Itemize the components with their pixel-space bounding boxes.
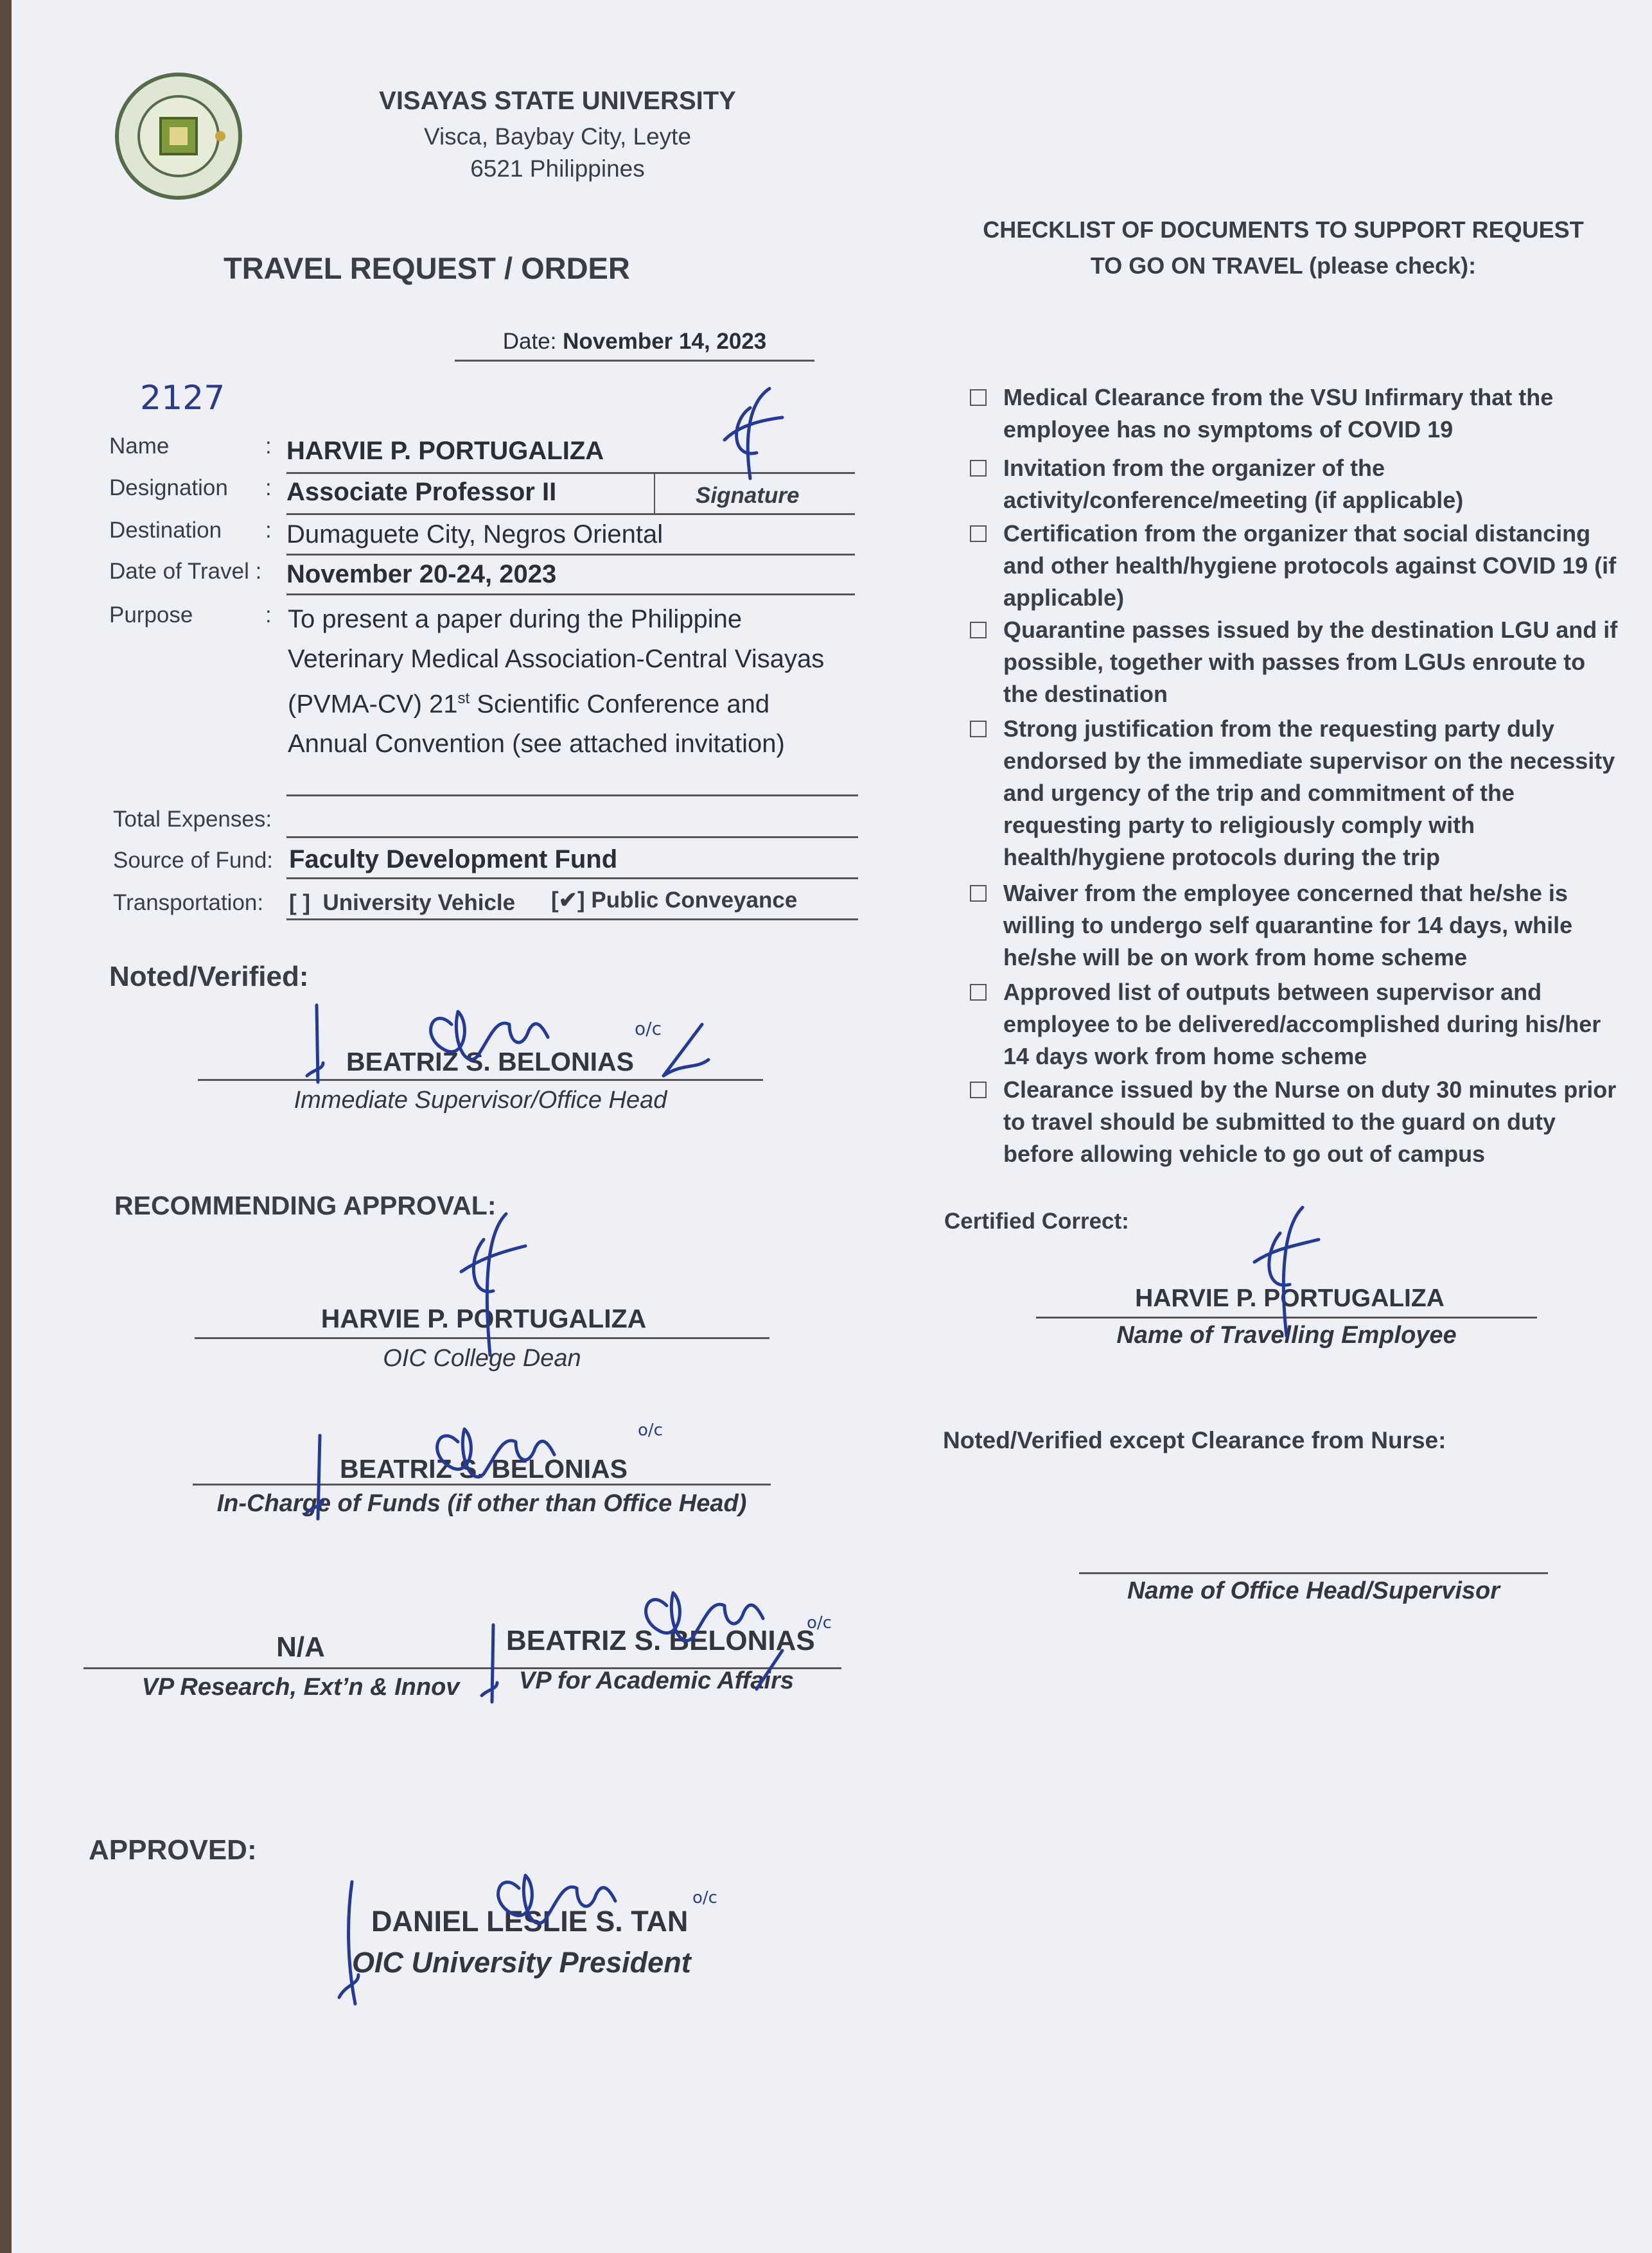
designation-underline — [286, 513, 855, 515]
source-of-fund-underline — [286, 877, 858, 879]
checklist-checkbox[interactable] — [970, 984, 987, 1001]
applicant-signature — [712, 382, 802, 491]
employee-signature — [1245, 1201, 1328, 1342]
president-role: OIC University President — [352, 1946, 691, 1979]
form-title: TRAVEL REQUEST / ORDER — [224, 251, 630, 285]
date-of-travel-underline — [286, 593, 855, 595]
dean-name: HARVIE P. PORTUGALIZA — [321, 1304, 647, 1333]
recommending-approval-heading: RECOMMENDING APPROVAL: — [114, 1191, 496, 1220]
checklist-item — [970, 518, 1625, 614]
destination-colon: : — [265, 518, 272, 543]
checklist-checkbox[interactable] — [970, 721, 987, 737]
checklist-checkbox[interactable] — [970, 885, 987, 902]
checklist-item-text: Waiver from the employee concerned that he/she is willing to undergo self quarantine for 14 days, while he/she will be on work from home scheme — [1003, 880, 1573, 970]
checklist-title — [949, 212, 1617, 284]
noted-verified-heading: Noted/Verified: — [109, 961, 309, 992]
president-name: DANIEL LESLIE S. TAN — [371, 1905, 689, 1938]
president-handwritten-note: o/c — [692, 1888, 717, 1907]
transportation-label: Transportation: — [113, 890, 264, 915]
funds-handwritten-note: o/c — [638, 1421, 663, 1440]
name-colon: : — [265, 434, 272, 459]
office-head-role: Name of Office Head/Supervisor — [1127, 1577, 1500, 1604]
employee-name: HARVIE P. PORTUGALIZA — [1135, 1284, 1445, 1312]
checklist-item — [970, 614, 1625, 710]
destination-underline — [286, 554, 855, 556]
public-conveyance-checkbox: [✔] — [551, 888, 585, 913]
designation-colon: : — [265, 475, 272, 500]
office-head-signature-line — [1079, 1572, 1548, 1574]
funds-officer-role: In-Charge of Funds (if other than Office Head) — [216, 1490, 747, 1517]
supervisor-handwritten-note: o/c — [635, 1018, 662, 1039]
destination-label: Destination — [109, 518, 222, 543]
supervisor-name: BEATRIZ S. BELONIAS — [346, 1047, 634, 1076]
university-address-line1: Visca, Baybay City, Leyte — [423, 123, 692, 150]
form-date — [455, 329, 814, 362]
name-label: Name — [109, 434, 170, 459]
checklist-item-text: Quarantine passes issued by the destination LGU and if possible, together with passes from LGUs enroute to the destination — [1003, 617, 1618, 707]
designation-label: Designation — [109, 475, 228, 500]
purpose-text-part1: To present a paper during the Philippine Veterinary Medical Association-Central Visayas (PVMA-CV) 21 — [288, 605, 825, 719]
transportation-underline — [286, 918, 858, 920]
checklist-item — [970, 713, 1625, 873]
vpaa-name: BEATRIZ S. BELONIAS — [506, 1625, 815, 1656]
employee-role: Name of Travelling Employee — [1116, 1322, 1457, 1349]
checklist-item — [970, 877, 1625, 974]
signature-divider — [654, 474, 655, 514]
checklist-title-line1: CHECKLIST OF DOCUMENTS TO SUPPORT REQUEST — [983, 216, 1584, 243]
checklist-checkbox[interactable] — [970, 1082, 987, 1098]
checklist-title-line2: TO GO ON TRAVEL (please check): — [1090, 252, 1477, 279]
transport-public-conveyance-option — [551, 888, 797, 913]
checklist-item — [970, 1074, 1625, 1170]
checklist-item — [970, 381, 1625, 446]
university-vehicle-label: University Vehicle — [322, 890, 516, 915]
purpose-value — [288, 599, 853, 764]
travel-request-page — [12, 0, 1652, 2253]
designation-value: Associate Professor II — [286, 478, 557, 506]
checklist-checkbox[interactable] — [970, 460, 987, 477]
source-of-fund-label: Source of Fund: — [113, 848, 274, 873]
dean-signature — [455, 1207, 532, 1362]
date-of-travel-value: November 20-24, 2023 — [286, 560, 557, 588]
transport-university-vehicle-option — [289, 890, 515, 916]
handwritten-number: 2127 — [140, 379, 225, 417]
checklist-item-text: Clearance issued by the Nurse on duty 30 minutes prior to travel should be submitted to the guard on duty before allowing vehicle to go out of campus — [1003, 1076, 1617, 1167]
supervisor-signature — [304, 999, 741, 1089]
checklist-item — [970, 452, 1625, 516]
checklist-item-text: Certification from the organizer that social distancing and other health/hygiene protocols against COVID 19 (if applicable) — [1003, 520, 1617, 611]
dean-role: OIC College Dean — [383, 1345, 581, 1372]
checklist-checkbox[interactable] — [970, 525, 987, 542]
checklist-checkbox[interactable] — [970, 622, 987, 638]
checklist-item-text: Strong justification from the requesting party duly endorsed by the immediate supervisor on the necessity and urgency of the trip and commitment of the requesting party to religiously comply with health/hygiene protocols during the trip — [1003, 715, 1615, 870]
vp-research-role: VP Research, Ext’n & Innov — [141, 1674, 460, 1701]
total-expenses-label: Total Expenses: — [113, 807, 272, 832]
purpose-text-part2: Scientific Conference and Annual Convention (see attached invitation) — [288, 690, 785, 758]
checklist-checkbox[interactable] — [970, 389, 987, 406]
university-vehicle-checkbox: [ ] — [289, 890, 311, 915]
checklist-item-text: Medical Clearance from the VSU Infirmary that the employee has no symptoms of COVID 19 — [1003, 384, 1554, 443]
total-expenses-underline — [286, 836, 858, 838]
date-label: Date: — [502, 329, 557, 354]
university-seal — [108, 72, 249, 200]
vpaa-role: VP for Academic Affairs — [519, 1667, 795, 1694]
president-signature — [326, 1850, 647, 2010]
source-of-fund-value: Faculty Development Fund — [289, 845, 618, 873]
vpaa-handwritten-note: o/c — [807, 1613, 832, 1633]
purpose-superscript: st — [457, 690, 470, 707]
certified-correct-label: Certified Correct: — [944, 1209, 1129, 1234]
signature-label: Signature — [696, 483, 800, 508]
destination-value: Dumaguete City, Negros Oriental — [286, 520, 663, 548]
public-conveyance-label: Public Conveyance — [591, 888, 798, 913]
vp-research-name: N/A — [276, 1631, 325, 1663]
funds-officer-signature — [304, 1416, 574, 1525]
date-of-travel-label: Date of Travel : — [109, 559, 262, 584]
noted-except-label: Noted/Verified except Clearance from Nurse: — [943, 1427, 1446, 1453]
purpose-label: Purpose — [109, 602, 193, 627]
purpose-underline — [286, 794, 858, 796]
date-value: November 14, 2023 — [563, 329, 767, 354]
vpaa-signature — [474, 1580, 808, 1708]
funds-officer-name: BEATRIZ S. BELONIAS — [340, 1454, 628, 1484]
checklist-item-text: Approved list of outputs between supervisor and employee to be delivered/accomplished during his/her 14 days work from home scheme — [1003, 979, 1601, 1069]
supervisor-role: Immediate Supervisor/Office Head — [294, 1087, 667, 1114]
approved-heading: APPROVED: — [89, 1834, 257, 1866]
university-address-line2: 6521 Philippines — [470, 155, 645, 182]
checklist-item-text: Invitation from the organizer of the activity/conference/meeting (if applicable) — [1003, 455, 1464, 513]
checklist-item — [970, 976, 1625, 1073]
name-value: HARVIE P. PORTUGALIZA — [286, 437, 604, 465]
university-name: VISAYAS STATE UNIVERSITY — [379, 87, 736, 115]
purpose-colon: : — [265, 602, 272, 627]
